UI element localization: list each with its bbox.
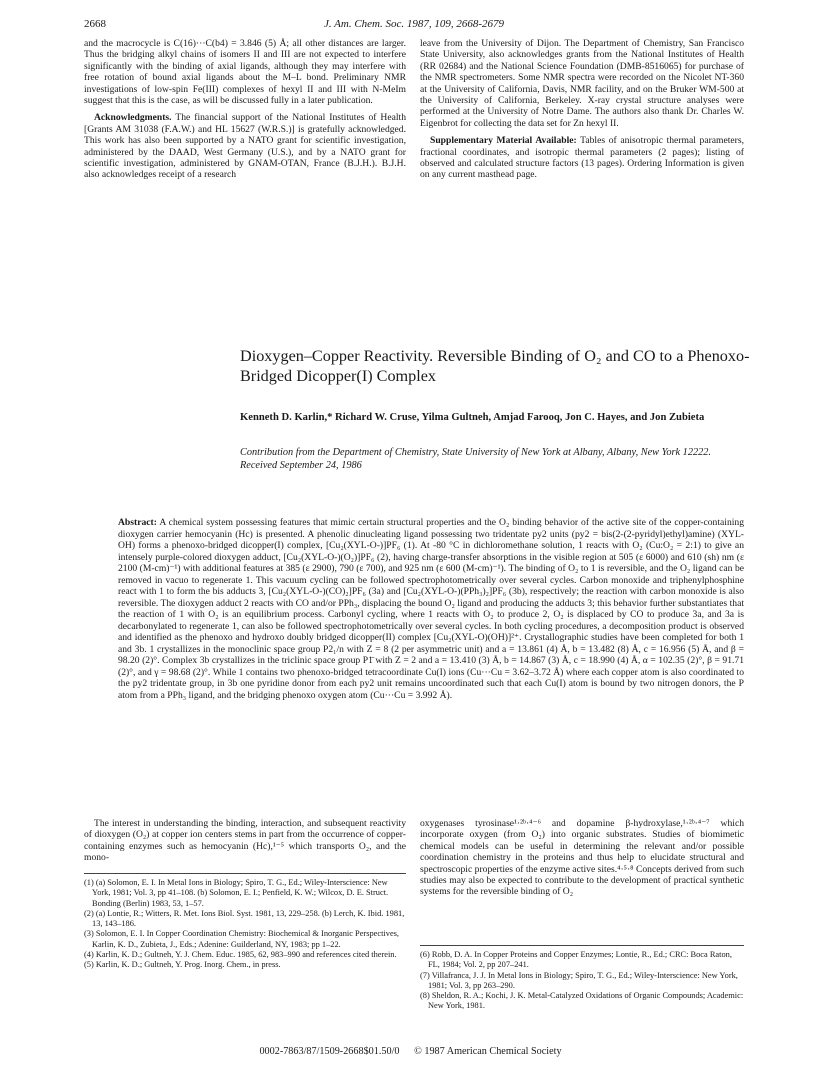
footnote-item: (3) Solomon, E. I. In Copper Coordination Chemistry: Biochemical & Inorganic Perspectives, Karlin, K. D., Zubieta, J., Eds.; Adenine: Guilderland, NY, 1983; pp 1–22.: [84, 929, 400, 949]
supplementary-material-paragraph: [420, 135, 744, 181]
footnote-item: (8) Sheldon, R. A.; Kochi, J. K. Metal-Catalyzed Oxidations of Organic Compounds; Academic: New York, 1981.: [420, 991, 744, 1011]
acknowledgments-label: Acknowledgments.: [94, 112, 172, 124]
previous-article-left-column: [84, 38, 406, 181]
previous-article-paragraph: and the macrocycle is C(16)···C(b4) = 3.846 (5) Å; all other distances are larger. Thus the bridging alkyl chains of isomers II and III are not expected to interfere significantly with the binding of axial ligands, although they may interfere with free rotation of bound axial ligands about the M–L bond. Preliminary NMR investigations of low-spin Fe(III) complexes of hexyl II and III with N-MeIm suggest that this is the case, as will be discussed fully in a later publication.: [84, 38, 406, 107]
copyright-notice: © 1987 American Chemical Society: [414, 1046, 562, 1057]
footnote-divider-right: [420, 945, 744, 946]
footnote-divider-left: [84, 873, 406, 874]
article-code: 0002-7863/87/1509-2668$01.50/0: [259, 1046, 400, 1057]
footnote-item: (1) (a) Solomon, E. I. In Metal Ions in Biology; Spiro, T. G., Ed.; Wiley-Interscience: New York, 1981; Vol. 3, pp 41–108. (b) Solomon, E. I.; Penfield, K. W.; Wilcox, D. E. Struct. Bonding (Berlin) 1983, 53, 1–57.: [84, 878, 389, 908]
acknowledgments-paragraph: [84, 112, 406, 180]
body-left-column: [84, 818, 406, 864]
page-number: 2668: [84, 18, 106, 30]
acknowledgments-text: The financial support of the National Institutes of Health [Grants AM 31038 (F.A.W.) and HL 15627 (W.R.S.)] is gratefully acknowledged. This work has also been supported by a NATO grant for scientific investigation, administered by the DAAD, West Germany (U.S.), and by a NATO grant for scientific investigation, administered by GNAM-OTAN, France (B.J.H.). B.J.H. also acknowledges receipt of a research: [84, 112, 406, 181]
article-authors: Kenneth D. Karlin,* Richard W. Cruse, Yilma Gultneh, Amjad Farooq, Jon C. Hayes, and Jon Zubieta: [240, 412, 705, 423]
footnote-item: (4) Karlin, K. D.; Gultneh, Y. J. Chem. Educ. 1985, 62, 983–990 and references cited therein.: [84, 950, 397, 960]
footnote-item: (7) Villafranca, J. J. In Metal Ions in Biology; Spiro, T. G., Ed.; Wiley-Interscience: New York, 1981; Vol. 3, pp 263–290.: [420, 970, 738, 990]
footnote-item: (2) (a) Lontie, R.; Witters, R. Met. Ions Biol. Syst. 1981, 13, 229–258. (b) Lerch, K. Ibid. 1981, 13, 143–186.: [84, 908, 405, 929]
footnotes-right: [420, 950, 744, 1012]
body-right-column: [420, 818, 744, 898]
page-footer: [0, 1046, 821, 1057]
abstract-label: Abstract:: [118, 517, 157, 528]
footnote-item: (5) Karlin, K. D.; Gultneh, Y. Prog. Inorg. Chem., in press.: [84, 960, 281, 970]
journal-citation: J. Am. Chem. Soc. 1987, 109, 2668-2679: [323, 18, 505, 30]
acknowledgments-continued: leave from the University of Dijon. The Department of Chemistry, San Francisco State University, also acknowledges grants from the National Institutes of Health (RR 02684) and the National Science Foundation (DMB-8516065) for purchase of the NMR spectrometers. Some NMR spectra were recorded on the Nicolet NT-360 at the University of California, Davis, NMR facility, and on the Bruker WM-500 at the University of California, Berkeley. X-ray crystal structure analyses were performed at the University of Notre Dame. The authors also thank Dr. Charles W. Eigenbrot for collecting the data set for Zn hexyl II.: [420, 38, 744, 129]
article-title: Dioxygen–Copper Reactivity. Reversible Binding of O₂ and CO to a Phenoxo-Bridged Dicopper(I) Complex: [240, 347, 750, 385]
body-paragraph: The interest in understanding the binding, interaction, and subsequent reactivity of dioxygen (O₂) at copper ion centers stems in part from the occurrence of copper-containing enzymes such as hemocyanin (Hc),¹⁻⁵ which transports O₂, and the mono-: [84, 818, 406, 864]
supplementary-material-label: Supplementary Material Available:: [430, 135, 577, 147]
contribution-line: Contribution from the Department of Chemistry, State University of New York at Albany, Albany, New York 12222. Received September 24, 1986: [240, 447, 711, 471]
abstract-text: A chemical system possessing features that mimic certain structural properties and the O₂ binding behavior of the active site of the copper-containing dioxygen carrier hemocyanin (Hc) is presented. A phenolic dinucleating ligand possessing two tridentate py2 units (py2 = bis(2-(2-pyridyl)ethyl)amine) (XYL-OH) forms a phenoxo-bridged dicopper(I) complex, [Cu₂(XYL-O-)]PF₆ (1). At -80 °C in dichloromethane solution, 1 reacts with O₂ (Cu:O₂ = 2:1) to give an intensely purple-colored dioxygen adduct, [Cu₂(XYL-O-)(O₂)]PF₆ (2), having charge-transfer absorptions in the visible region at 505 (ε 6000) and 610 (sh) nm (ε 2100 (M-cm)⁻¹) with additional features at 385 (ε 2900), 790 (ε 700), and 925 nm (ε 600 (M-cm)⁻¹). The binding of O₂ to 1 is reversible, and the O₂ ligand can be removed in vacuo to regenerate 1. This vacuum cycling can be followed spectrophotometrically over several cycles. Carbon monoxide and triphenylphosphine react with 1 to form the bis adducts 3, [Cu₂(XYL-O-)(CO)₂]PF₆ (3a) and [Cu₂(XYL-O-)(PPh₃)₂]PF₆ (3b), respectively; the reaction with carbon monoxide is also reversible. The dioxygen adduct 2 reacts with CO and/or PPh₃, displacing the bound O₂ ligand and producing the adducts 3; this behavior further substantiates that the reaction of 1 with O₂ is an equilibrium process. Carbonyl cycling, where 1 reacts with O₂ to produce 2, O₂ is displaced by CO to produce 3a, and 3a is decarbonylated to regenerate 1, can also be followed spectrophotometrically over several cycles. In both cycling procedures, a decomposition product is observed and identified as the phenoxo and hydroxo doubly bridged dicopper(II) complex [Cu₂(XYL-O)(OH)]²⁺. Crystallographic studies have been completed for both 1 and 3b. 1 crystallizes in the monoclinic space group P2₁/n with Z = 8 (2 per asymmetric unit) and a = 13.861 (4) Å, b = 13.482 (8) Å, c = 16.956 (5) Å, and β = 98.20 (2)°. Complex 3b crystallizes in the triclinic space group P1̄ with Z = 2 and a = 13.410 (3) Å, b = 14.867 (3) Å, c = 18.990 (4) Å, α = 102.35 (2)°, β = 91.71 (2)°, and γ = 98.68 (2)°. While 1 contains two phenoxo-bridged tetracoordinate Cu(I) ions (Cu···Cu = 3.62–3.72 Å) where each copper atom is also coordinated to the py2 tridentate group, in 3b one pyridine donor from each py2 unit remains uncoordinated such that each Cu(I) atom is bound by two nitrogen donors, the P atom from a PPh₃ ligand, and the bridging phenoxo oxygen atom (Cu···Cu = 3.992 Å).: [118, 517, 744, 701]
supplementary-material-text: Tables of anisotropic thermal parameters, fractional coordinates, and isotropic thermal parameters (2 pages); listing of observed and calculated structure factors (13 pages). Ordering Information is given on any current masthead page.: [420, 135, 745, 181]
footnotes-left: [84, 878, 406, 971]
footnote-item: (6) Robb, D. A. In Copper Proteins and Copper Enzymes; Lontie, R., Ed.; CRC: Boca Raton, FL, 1984; Vol. 2, pp 207–241.: [420, 950, 732, 970]
body-paragraph-continued: oxygenases tyrosinase¹·²ᵇ·⁴⁻⁶ and dopamine β-hydroxylase,¹·²ᵇ·⁴⁻⁷ which incorporate oxygen (from O₂) into organic substrates. Studies of biomimetic chemical models can be useful in determining the relevant and/or possible coordination chemistry in the proteins and thus help to elucidate structural and spectroscopic properties of the enzyme active sites.⁴·⁵·⁸ Concepts derived from such studies may also be expected to contribute to the development of practical synthetic systems for the reversible binding of O₂: [420, 818, 744, 898]
abstract: [118, 517, 744, 701]
running-header: [84, 18, 744, 32]
previous-article-right-column: [420, 38, 744, 181]
